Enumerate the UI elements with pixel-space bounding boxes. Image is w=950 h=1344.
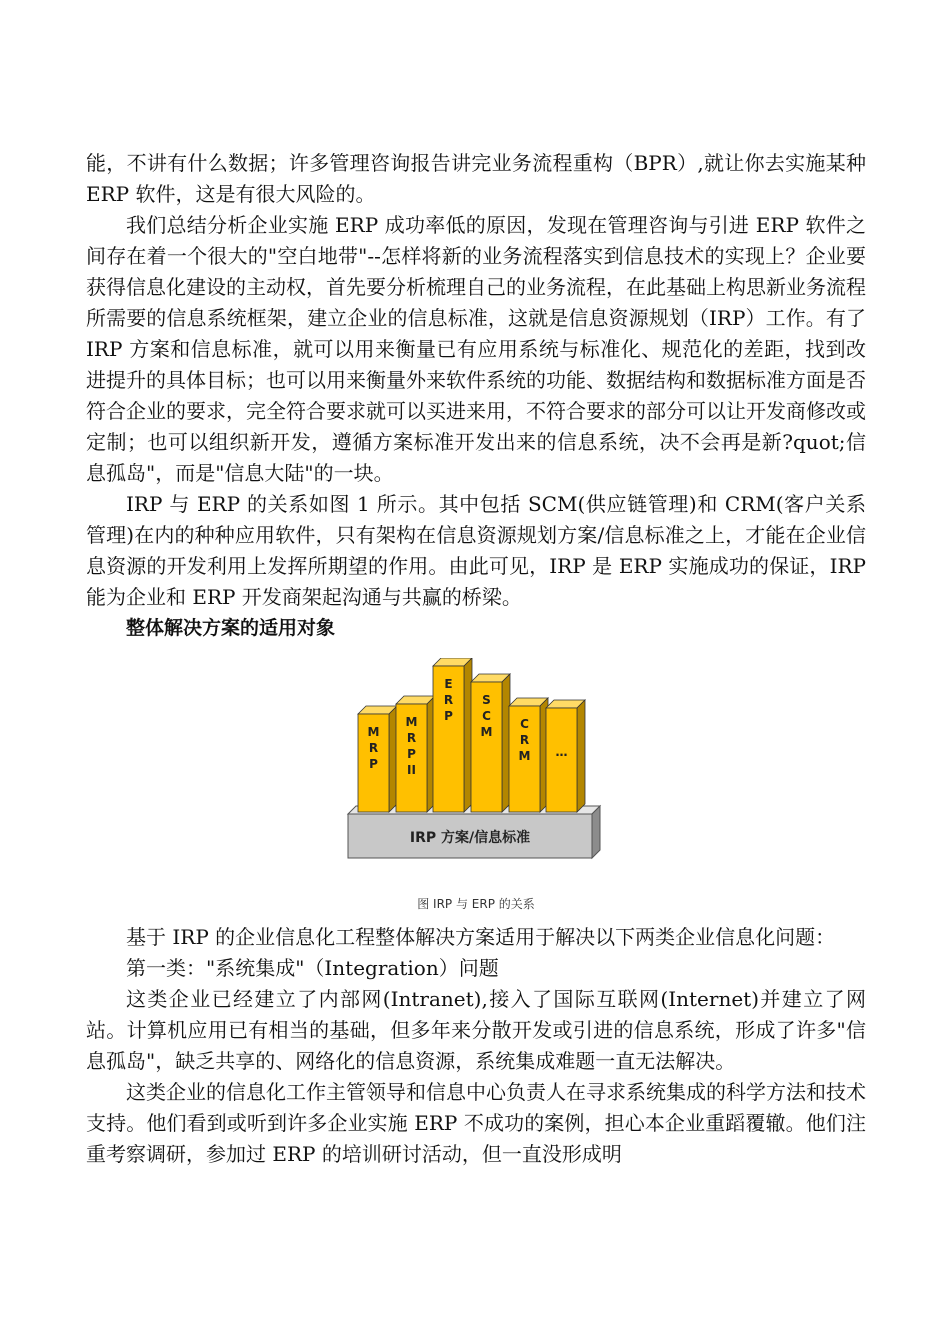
pillar-label: R <box>368 741 379 755</box>
pillar-label: R <box>406 731 417 745</box>
pillar-label: M <box>480 725 493 739</box>
paragraph-6: 这类企业已经建立了内部网(Intranet),接入了国际互联网(Internet)并建立了网站。计算机应用已有相当的基础，但多年来分散开发或引进的信息系统，形成了许多"信息孤岛"，缺乏共享的、网络化的信息资源，系统集成难题一直无法解决。 <box>86 987 866 1073</box>
pillar-label: R <box>443 693 454 707</box>
document-page <box>86 148 866 1170</box>
paragraph-5: 第一类："系统集成"（Integration）问题 <box>126 956 499 980</box>
irp-erp-diagram <box>342 658 612 898</box>
pillar-label: R <box>519 733 530 747</box>
pillar-side <box>577 700 585 812</box>
paragraph-7: 这类企业的信息化工作主管领导和信息中心负责人在寻求系统集成的科学方法和技术支持。他们看到或听到许多企业实施 ERP 不成功的案例，担心本企业重蹈覆辙。他们注重考察调研，参加过 ERP 的培训研讨活动，但一直没形成明 <box>86 1080 866 1166</box>
pillar-front <box>546 708 577 812</box>
paragraph-2: 我们总结分析企业实施 ERP 成功率低的原因，发现在管理咨询与引进 ERP 软件之间存在着一个很大的"空白地带"--怎样将新的业务流程落实到信息技术的实现上？企业要获得信息化建设的主动权，首先要分析梳理自己的业务流程，在此基础上构思新业务流程所需要的信息系统框架，建立企业的信息标准，这就是信息资源规划（IRP）工作。有了 IRP 方案和信息标准，就可以用来衡量已有应用系统与标准化、规范化的差距，找到改进提升的具体目标；也可以用来衡量外来软件系统的功能、数据结构和数据标准方面是否符合企业的要求，完全符合要求就可以买进来用，不符合要求的部分可以让开发商修改或定制；也可以组织新开发，遵循方案标准开发出来的信息系统，决不会再是新?quot;信息孤岛"，而是"信息大陆"的一块。 <box>86 213 866 485</box>
paragraph-1: 能，不讲有什么数据；许多管理咨询报告讲完业务流程重构（BPR）,就让你去实施某种 ERP 软件，这是有很大风险的。 <box>86 151 866 206</box>
pillar-label: II <box>407 763 416 777</box>
pillar-label: … <box>555 745 568 759</box>
paragraph-4: 基于 IRP 的企业信息化工程整体解决方案适用于解决以下两类企业信息化问题： <box>126 925 836 949</box>
pillar-label: M <box>518 749 531 763</box>
pillar-label: C <box>482 709 491 723</box>
pillar-label: P <box>407 747 416 761</box>
pillar-label: P <box>444 709 453 723</box>
base-label: IRP 方案/信息标准 <box>409 830 531 846</box>
pillar-label: C <box>520 717 529 731</box>
section-heading: 整体解决方案的适用对象 <box>126 617 336 639</box>
base-side <box>592 806 600 858</box>
irp-erp-figure <box>86 644 866 922</box>
paragraph-3: IRP 与 ERP 的关系如图 1 所示。其中包括 SCM(供应链管理)和 CRM(客户关系管理)在内的种种应用软件，只有架构在信息资源规划方案/信息标准之上，才能在企业信息资源的开发利用上发挥所期望的作用。由此可见，IRP 是 ERP 实施成功的保证，IRP 能为企业和 ERP 开发商架起沟通与共赢的桥梁。 <box>86 492 866 609</box>
pillar-label: S <box>482 693 491 707</box>
figure-caption: 图 IRP 与 ERP 的关系 <box>417 897 535 911</box>
pillar-label: E <box>444 677 453 691</box>
pillar-label: M <box>405 715 418 729</box>
pillar-label: M <box>367 725 380 739</box>
pillar-label: P <box>369 757 378 771</box>
